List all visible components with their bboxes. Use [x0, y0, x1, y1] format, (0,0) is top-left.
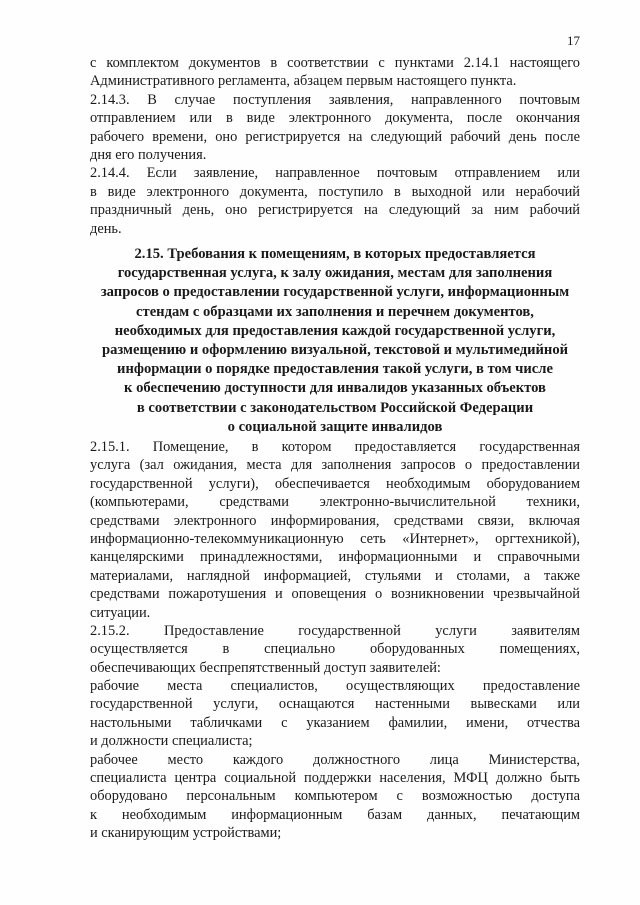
- paragraph-line: и должности специалиста;: [90, 733, 253, 750]
- paragraph-line: рабочие места специалистов, осуществляющих предоставление: [90, 678, 580, 695]
- heading-line: о социальной защите инвалидов: [227, 418, 443, 435]
- paragraph-line: средствами электронного информирования, средствами связи, включая: [90, 512, 580, 529]
- paragraph-line: (компьютерами, средствами электронно-вычислительной техники,: [90, 494, 580, 511]
- paragraph-line: с комплектом документов в соответствии с пунктами 2.14.1 настоящего: [90, 55, 580, 71]
- paragraph-line: специалиста центра социальной поддержки населения, МФЦ должно быть: [90, 770, 580, 787]
- heading-line: запросов о предоставлении государственной услуги, информационным: [100, 284, 570, 301]
- paragraph-line: оборудовано персональным компьютером с возможностью доступа: [90, 788, 580, 805]
- paragraph-line: обеспечивающих беспрепятственный доступ заявителей:: [90, 659, 441, 676]
- page-number: 17: [567, 33, 580, 48]
- paragraph-line: услуга (зал ожидания, места для заполнения запросов о предоставлении: [90, 457, 580, 474]
- section-heading-2-15: [90, 245, 580, 437]
- paragraph-line: в виде электронного документа, поступило в выходной или нерабочий: [90, 183, 580, 200]
- paragraph-line: 2.15.2. Предоставление государственной услуги заявителям: [90, 622, 580, 639]
- paragraph-line: настольными табличками с указанием фамилии, имени, отчества: [90, 714, 580, 731]
- paragraph-line: средствами пожаротушения и оповещения о возникновении чрезвычайной: [90, 586, 580, 603]
- paragraph-line: отправлением или в виде электронного документа, после окончания: [90, 110, 580, 127]
- paragraph-line: праздничный день, оно регистрируется на следующий за ним рабочий: [90, 202, 580, 219]
- paragraph-line: государственной услуги, оснащаются настенными вывесками или: [90, 696, 580, 713]
- paragraph-line: день.: [90, 220, 122, 237]
- paragraph-line: к необходимым информационным базам данных, печатающим: [90, 806, 580, 823]
- heading-line: в соответствии с законодательством Российской Федерации: [136, 399, 534, 416]
- paragraph-line: информационно-телекоммуникационную сеть «Интернет», оргтехникой),: [90, 530, 580, 547]
- heading-line: государственная услуга, к залу ожидания, местам для заполнения: [117, 265, 553, 282]
- paragraph-line: осуществляется в специально оборудованных помещениях,: [90, 641, 580, 658]
- heading-line: информации о порядке предоставления такой услуги, в том числе: [117, 361, 553, 378]
- text-block-2-14: [90, 54, 580, 238]
- paragraph-line: рабочее место каждого должностного лица Министерства,: [90, 751, 580, 768]
- heading-line: 2.15. Требования к помещениям, в которых предоставляется: [134, 246, 536, 262]
- paragraph-line: 2.14.4. Если заявление, направленное почтовым отправлением или: [90, 165, 580, 182]
- paragraph-line: 2.15.1. Помещение, в котором предоставляется государственная: [90, 439, 580, 455]
- heading-line: необходимых для предоставления каждой государственной услуги,: [114, 322, 556, 339]
- paragraph-line: дня его получения.: [90, 146, 207, 163]
- heading-line: к обеспечению доступности для инвалидов указанных объектов: [124, 380, 546, 397]
- paragraph-line: ситуации.: [90, 604, 151, 621]
- paragraph-line: государственной услуги), обеспечивается необходимым оборудованием: [90, 475, 580, 492]
- paragraph-line: и сканирующим устройствами;: [90, 825, 282, 842]
- paragraph-line: материалами, наглядной информацией, стульями и столами, а также: [90, 567, 580, 584]
- paragraph-line: канцелярскими принадлежностями, информационными и справочными: [90, 549, 580, 566]
- heading-line: размещению и оформлению визуальной, текстовой и мультимедийной: [101, 341, 569, 358]
- heading-line: стендам с образцами их заполнения и перечнем документов,: [136, 303, 534, 320]
- text-block-2-15: [90, 438, 580, 843]
- paragraph-line: рабочего времени, оно регистрируется на следующий рабочий день после: [90, 128, 580, 145]
- paragraph-line: Административного регламента, абзацем первым настоящего пункта.: [90, 73, 517, 90]
- paragraph-line: 2.14.3. В случае поступления заявления, направленного почтовым: [90, 91, 580, 108]
